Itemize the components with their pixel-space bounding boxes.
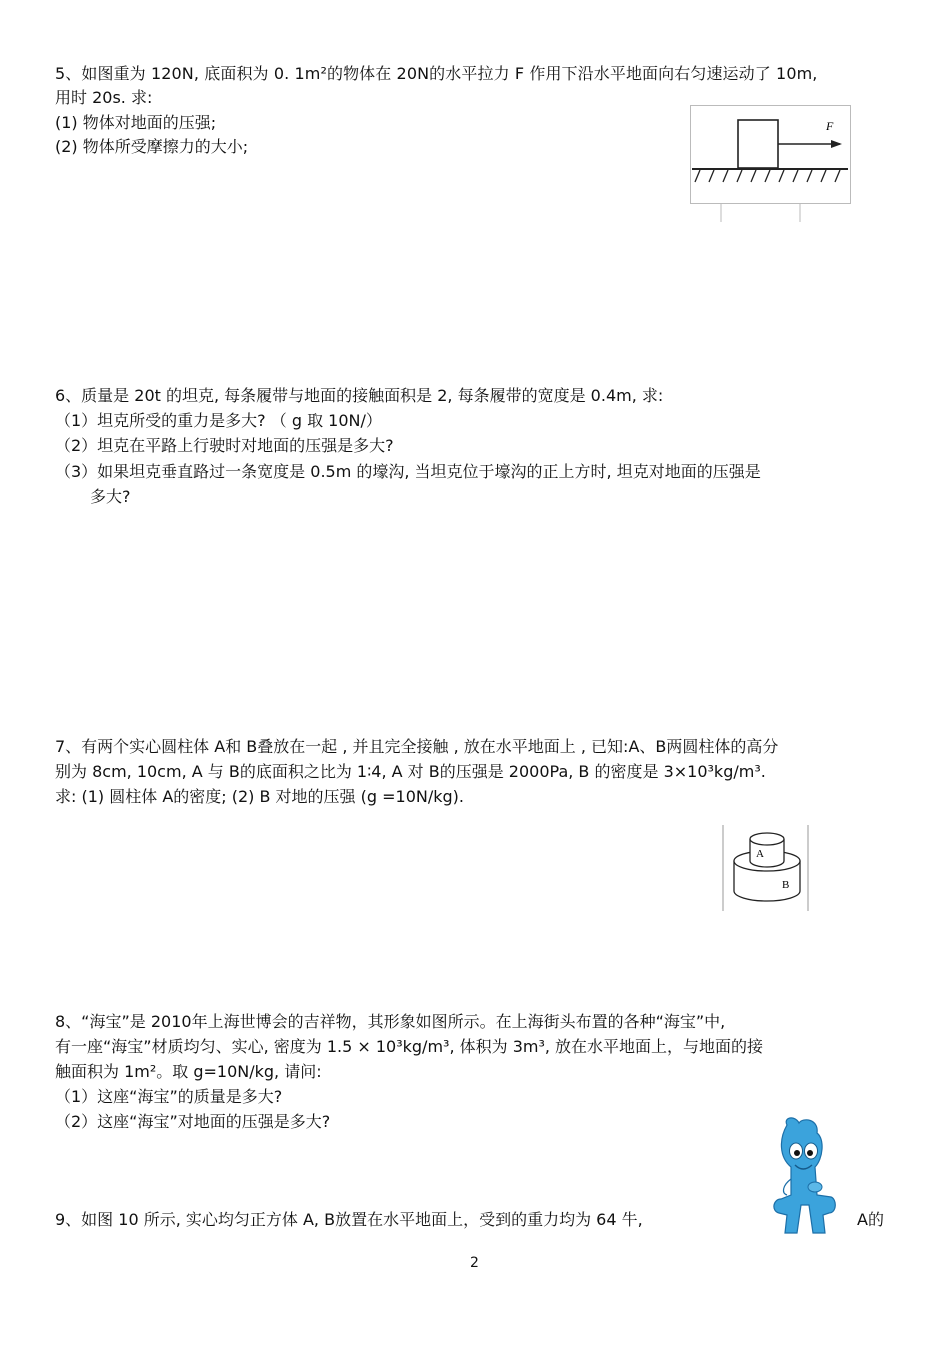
q7-line2: 别为 8cm, 10cm, A 与 B的底面积之比为 1∶4, A 对 B的压强是 2000Pa, B 的密度是 3×10³kg/m³. <box>55 762 766 781</box>
q7-label-b: B <box>782 879 790 891</box>
q5-force-label: F <box>826 119 834 133</box>
q8-sub2: （2）这座“海宝”对地面的压强是多大? <box>55 1112 331 1131</box>
q8-sub1: （1）这座“海宝”的质量是多大? <box>55 1087 283 1106</box>
q6-sub3-line1: （3）如果坦克垂直路过一条宽度是 0.5m 的壕沟, 当坦克位于壕沟的正上方时, 坦克对地面的压强是 <box>55 462 761 481</box>
q5-figure-block-on-floor <box>690 105 852 227</box>
haibao-mascot-image <box>765 1115 843 1243</box>
q7-figure-stacked-cylinders <box>722 825 810 915</box>
q6-sub3-line2: 多大? <box>90 487 131 506</box>
q7-line3: 求: (1) 圆柱体 A的密度; (2) B 对地的压强 (g =10N/kg). <box>55 787 464 806</box>
q8-line2: 有一座“海宝”材质均匀、实心, 密度为 1.5 × 10³kg/m³, 体积为 3m³, 放在水平地面上，与地面的接 <box>55 1037 764 1056</box>
q5-sub2: (2) 物体所受摩擦力的大小; <box>55 137 249 156</box>
q6-sub2: （2）坦克在平路上行驶时对地面的压强是多大? <box>55 436 394 455</box>
q5-sub1: (1) 物体对地面的压强; <box>55 113 217 132</box>
q7-line1: 7、有两个实心圆柱体 A和 B叠放在一起 , 并且完全接触 , 放在水平地面上 , 已知:A、B两圆柱体的高分 <box>55 737 779 756</box>
page-number: 2 <box>470 1255 479 1271</box>
q8-line1: 8、“海宝”是 2010年上海世博会的吉祥物，其形象如图所示。在上海街头布置的各种“海宝”中, <box>55 1012 726 1031</box>
q6-sub1: （1）坦克所受的重力是多大? （ g 取 10N/） <box>55 411 382 430</box>
q6-line1: 6、质量是 20t 的坦克, 每条履带与地面的接触面积是 2, 每条履带的宽度是 0.4m, 求: <box>55 386 664 405</box>
q9-line1: 9、如图 10 所示, 实心均匀正方体 A, B放置在水平地面上，受到的重力均为 64 牛, <box>55 1210 643 1229</box>
q5-line2: 用时 20s. 求: <box>55 88 153 107</box>
q5-line1: 5、如图重为 120N, 底面积为 0. 1m²的物体在 20N的水平拉力 F 作用下沿水平地面向右匀速运动了 10m, <box>55 64 818 83</box>
q7-label-a: A <box>756 848 764 860</box>
q8-line3: 触面积为 1m²。取 g=10N/kg, 请问: <box>55 1062 322 1081</box>
q9-line1-tail: A的 <box>857 1210 884 1229</box>
